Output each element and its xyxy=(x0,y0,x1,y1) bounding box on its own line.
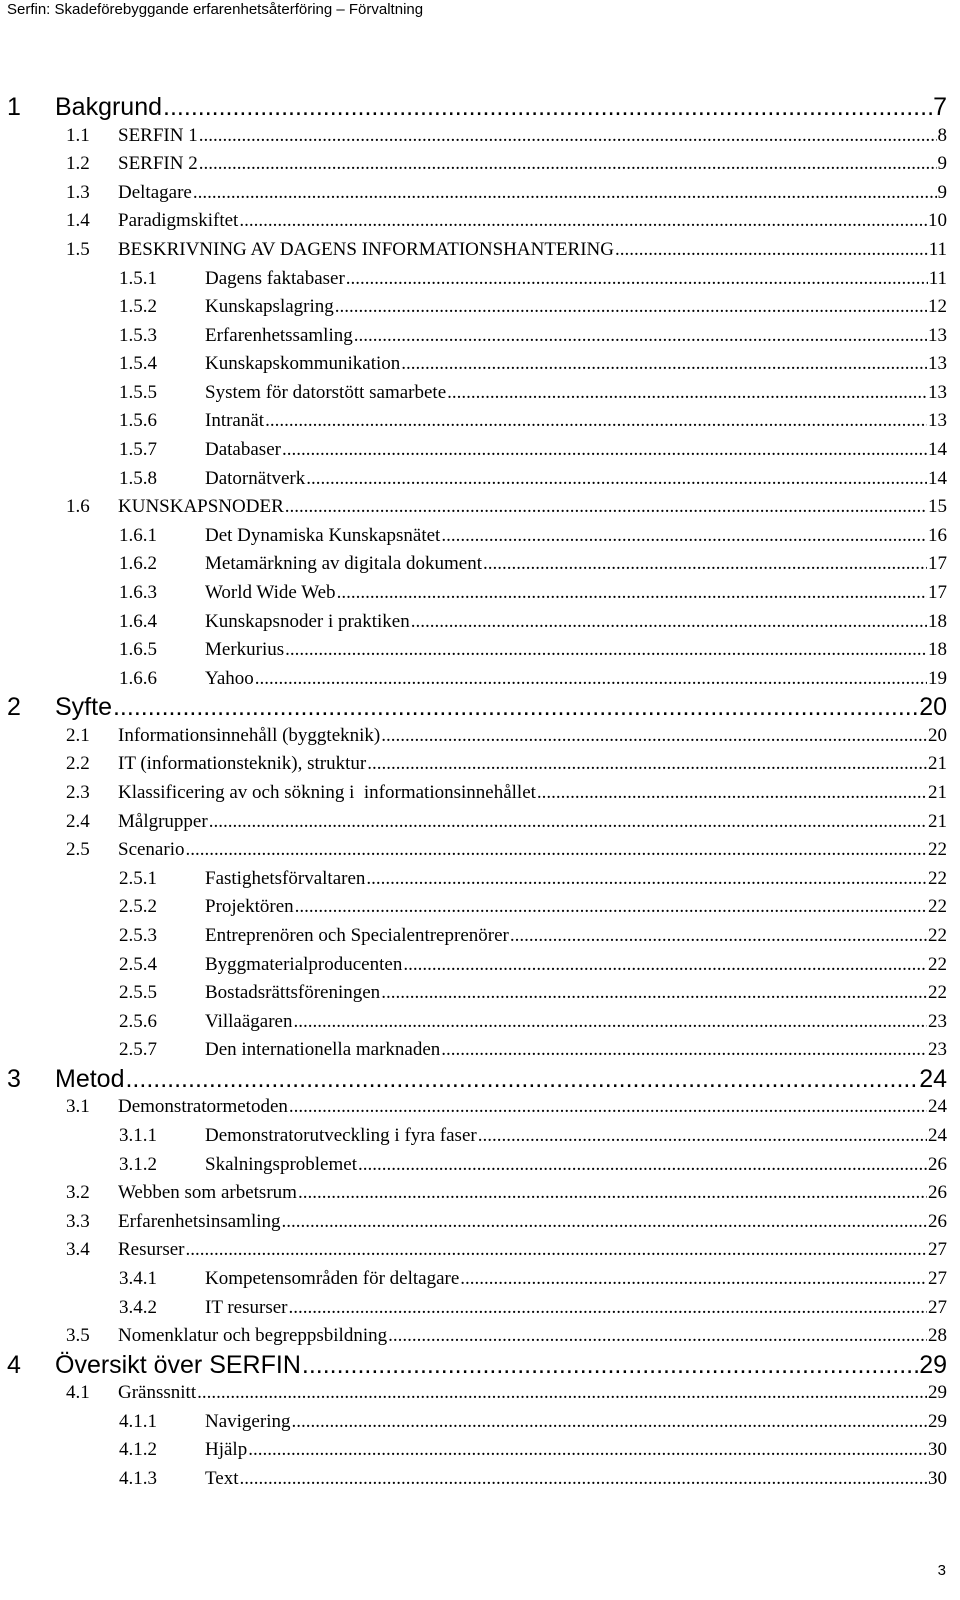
toc-leader-dots xyxy=(193,182,937,204)
toc-entry-label: IT resurser xyxy=(205,1296,288,1318)
toc-entry-page: 28 xyxy=(928,1325,947,1347)
toc-entry-label: Resurser xyxy=(118,1239,185,1261)
toc-leader-dots xyxy=(460,1268,927,1290)
toc-entry[interactable] xyxy=(119,896,947,920)
toc-entry-title xyxy=(119,1439,247,1461)
toc-entry[interactable] xyxy=(66,811,947,835)
toc-entry-page: 30 xyxy=(928,1439,947,1461)
toc-leader-dots xyxy=(335,296,927,318)
toc-entry-title xyxy=(119,1125,477,1147)
toc-leader-dots xyxy=(289,1096,927,1118)
toc-entry-page: 22 xyxy=(928,896,947,918)
toc-entry-page: 14 xyxy=(928,439,947,460)
toc-entry[interactable] xyxy=(66,496,947,520)
toc-entry-number: 2.5.4 xyxy=(119,953,157,975)
toc-entry[interactable] xyxy=(119,1154,947,1178)
toc-entry-label: Text xyxy=(205,1468,239,1489)
toc-leader-dots xyxy=(285,639,927,661)
toc-entry[interactable] xyxy=(66,239,947,263)
toc-leader-dots xyxy=(255,668,927,690)
toc-entry-title xyxy=(119,1297,287,1319)
toc-entry-label: Paradigmskiftet xyxy=(118,210,239,232)
toc-entry-page: 11 xyxy=(928,238,947,260)
toc-leader-dots xyxy=(197,1382,927,1404)
toc-entry[interactable] xyxy=(66,125,947,149)
toc-entry-number: 3.4.1 xyxy=(119,1267,157,1289)
toc-entry-title xyxy=(119,268,345,290)
toc-leader-dots xyxy=(441,1039,927,1061)
toc-entry-page: 26 xyxy=(928,1210,947,1232)
toc-entry-number: 2.5.5 xyxy=(119,982,157,1004)
toc-entry-page: 11 xyxy=(928,267,947,289)
toc-entry-page: 30 xyxy=(928,1468,947,1489)
toc-entry-title xyxy=(119,1411,290,1433)
toc-entry-page: 13 xyxy=(928,324,947,346)
toc-entry-title xyxy=(119,325,353,347)
toc-leader-dots xyxy=(113,693,918,722)
toc-entry-title xyxy=(119,896,294,918)
toc-entry[interactable] xyxy=(119,353,947,377)
toc-entry-title xyxy=(66,725,380,747)
toc-leader-dots xyxy=(302,1351,918,1380)
toc-leader-dots xyxy=(295,896,927,918)
toc-leader-dots xyxy=(199,153,937,175)
toc-leader-dots xyxy=(282,1211,927,1233)
toc-entry-number: 2.1 xyxy=(66,724,90,746)
toc-entry[interactable] xyxy=(66,1211,947,1235)
toc-entry-number: 1.5.4 xyxy=(119,353,157,375)
toc-entry[interactable] xyxy=(119,382,947,406)
toc-entry-label: Klassificering av och sökning i informationsinnehållet xyxy=(118,782,536,803)
toc-entry-number: 3.1.1 xyxy=(119,1125,157,1146)
toc-leader-dots xyxy=(293,1011,927,1033)
toc-entry[interactable] xyxy=(119,410,947,434)
toc-entry-page: 26 xyxy=(928,1182,947,1204)
toc-leader-dots xyxy=(163,93,932,122)
toc-entry-title xyxy=(119,668,254,690)
toc-entry-label: Översikt över SERFIN xyxy=(55,1350,301,1379)
toc-entry-page: 22 xyxy=(928,839,947,861)
toc-entry-number: 4.1 xyxy=(66,1382,90,1404)
toc-entry-label: Entreprenören och Specialentreprenörer xyxy=(205,924,509,946)
toc-leader-dots xyxy=(337,582,927,604)
toc-entry[interactable] xyxy=(66,1239,947,1263)
toc-leader-dots xyxy=(388,1325,927,1347)
toc-leader-dots xyxy=(125,1065,918,1094)
toc-entry-number: 2.2 xyxy=(66,753,90,775)
toc-entry-number: 2.5 xyxy=(66,839,90,861)
toc-entry-label: Yahoo xyxy=(205,667,254,689)
toc-entry-label: Merkurius xyxy=(205,639,285,661)
toc-entry-number: 3.2 xyxy=(66,1182,90,1204)
toc-entry-page: 27 xyxy=(928,1267,947,1289)
toc-entry-label: Kunskapskommunikation xyxy=(205,353,401,375)
toc-entry[interactable] xyxy=(119,1268,947,1292)
toc-entry-page: 23 xyxy=(928,1039,947,1061)
toc-entry[interactable] xyxy=(119,982,947,1006)
toc-entry-number: 2.5.3 xyxy=(119,924,157,946)
toc-leader-dots xyxy=(282,439,927,461)
toc-entry[interactable] xyxy=(7,693,947,723)
toc-entry-page: 22 xyxy=(928,867,947,889)
toc-entry-title xyxy=(66,1239,184,1261)
toc-entry[interactable] xyxy=(66,1182,947,1206)
toc-leader-dots xyxy=(240,1468,928,1490)
toc-entry-label: IT (informationsteknik), struktur xyxy=(118,753,367,775)
toc-entry-page: 22 xyxy=(928,953,947,975)
toc-entry-number: 1.2 xyxy=(66,153,90,175)
toc-entry-page: 9 xyxy=(937,181,947,203)
toc-entry[interactable] xyxy=(119,525,947,549)
toc-entry-number: 1.5.1 xyxy=(119,267,157,289)
toc-entry-page: 17 xyxy=(928,553,947,575)
toc-entry-page: 22 xyxy=(928,924,947,946)
toc-entry-page: 17 xyxy=(928,581,947,603)
toc-entry-number: 3.5 xyxy=(66,1325,90,1347)
toc-leader-dots xyxy=(209,811,927,833)
toc-entry[interactable] xyxy=(7,93,947,123)
toc-entry-number: 2.5.7 xyxy=(119,1039,157,1061)
toc-entry-number: 1.5.7 xyxy=(119,439,157,460)
toc-entry[interactable] xyxy=(7,1065,947,1095)
toc-leader-dots xyxy=(265,410,927,432)
toc-entry-title xyxy=(66,839,184,861)
toc-leader-dots xyxy=(285,496,927,518)
toc-leader-dots xyxy=(483,553,927,575)
toc-leader-dots xyxy=(615,239,928,261)
toc-entry[interactable] xyxy=(119,553,947,577)
toc-entry-label: Nomenklatur och begreppsbildning xyxy=(118,1325,388,1347)
page-number: 3 xyxy=(937,1562,946,1579)
toc-entry-title xyxy=(66,125,198,147)
toc-entry-label: Projektören xyxy=(205,896,294,918)
toc-entry-page: 29 xyxy=(919,1350,947,1379)
toc-entry[interactable] xyxy=(119,639,947,663)
toc-entry[interactable] xyxy=(119,611,947,635)
toc-leader-dots xyxy=(185,839,927,861)
toc-entry-title xyxy=(7,1351,301,1380)
toc-leader-dots xyxy=(248,1439,927,1461)
toc-entry-title xyxy=(66,496,284,518)
toc-entry-title xyxy=(7,1065,124,1094)
toc-entry-number: 2 xyxy=(7,693,21,722)
toc-entry-page: 13 xyxy=(928,381,947,403)
toc-entry[interactable] xyxy=(119,296,947,320)
toc-entry-page: 27 xyxy=(928,1296,947,1318)
toc-entry-number: 1.5.6 xyxy=(119,410,157,432)
toc-entry-number: 1.4 xyxy=(66,210,90,232)
toc-entry-number: 1.5 xyxy=(66,238,90,260)
toc-entry-page: 29 xyxy=(928,1382,947,1404)
toc-entry[interactable] xyxy=(119,439,947,463)
toc-entry-page: 7 xyxy=(933,93,947,121)
toc-entry-label: Datornätverk xyxy=(205,467,306,489)
toc-entry-title xyxy=(66,1211,281,1233)
toc-leader-dots xyxy=(403,954,927,976)
toc-entry-page: 27 xyxy=(928,1239,947,1261)
toc-leader-dots xyxy=(537,782,927,804)
toc-entry-number: 2.5.6 xyxy=(119,1010,157,1032)
toc-entry-page: 21 xyxy=(928,782,947,803)
toc-entry-label: SERFIN 1 xyxy=(118,124,198,146)
toc-entry-page: 24 xyxy=(928,1125,947,1146)
toc-entry[interactable] xyxy=(119,1297,947,1321)
toc-leader-dots xyxy=(298,1182,927,1204)
toc-entry-title xyxy=(7,693,112,722)
toc-entry-title xyxy=(119,954,402,976)
toc-entry-title xyxy=(119,553,482,575)
toc-entry-number: 1.6.3 xyxy=(119,581,157,603)
toc-leader-dots xyxy=(358,1154,927,1176)
toc-entry-label: Bakgrund xyxy=(55,93,163,121)
toc-entry[interactable] xyxy=(66,1382,947,1406)
toc-entry-number: 1 xyxy=(7,93,21,121)
toc-entry-number: 1.6.2 xyxy=(119,553,157,575)
toc-entry-title xyxy=(119,410,264,432)
toc-entry-page: 20 xyxy=(928,724,947,746)
toc-entry-label: Målgrupper xyxy=(118,810,208,832)
toc-entry-number: 1.5.5 xyxy=(119,381,157,403)
toc-entry[interactable] xyxy=(119,925,947,949)
toc-entry[interactable] xyxy=(7,1351,947,1381)
toc-leader-dots xyxy=(411,611,927,633)
toc-entry-number: 1.6.1 xyxy=(119,524,157,546)
toc-entry-number: 3.3 xyxy=(66,1210,90,1232)
toc-entry[interactable] xyxy=(119,1011,947,1035)
toc-leader-dots xyxy=(185,1239,927,1261)
toc-entry-page: 26 xyxy=(928,1153,947,1175)
toc-entry-label: Demonstratorutveckling i fyra faser xyxy=(205,1125,477,1146)
toc-entry-title xyxy=(66,182,192,204)
toc-entry-title xyxy=(119,1268,459,1290)
toc-entry-label: SERFIN 2 xyxy=(118,153,198,175)
toc-entry-number: 4.1.3 xyxy=(119,1468,157,1489)
toc-entry[interactable] xyxy=(119,1439,947,1463)
toc-entry-label: Kunskapslagring xyxy=(205,296,334,318)
toc-entry-page: 16 xyxy=(928,524,947,546)
toc-entry[interactable] xyxy=(66,725,947,749)
toc-entry-label: Webben som arbetsrum xyxy=(118,1182,297,1204)
toc-entry-page: 24 xyxy=(928,1096,947,1118)
toc-entry-title xyxy=(66,153,198,175)
toc-entry-title xyxy=(119,582,336,604)
toc-entry-number: 3.4 xyxy=(66,1239,90,1261)
toc-entry-page: 9 xyxy=(937,153,947,175)
toc-entry-title xyxy=(119,1154,357,1176)
toc-entry-page: 18 xyxy=(928,639,947,661)
toc-entry[interactable] xyxy=(66,1096,947,1120)
toc-entry-page: 29 xyxy=(928,1410,947,1432)
toc-entry-title xyxy=(119,382,446,404)
toc-entry-title xyxy=(66,753,366,775)
toc-leader-dots xyxy=(199,125,937,147)
toc-entry-title xyxy=(119,925,509,947)
toc-entry-page: 21 xyxy=(928,753,947,775)
toc-leader-dots xyxy=(401,353,927,375)
toc-entry[interactable] xyxy=(119,954,947,978)
toc-entry-number: 3.1 xyxy=(66,1096,90,1118)
toc-entry[interactable] xyxy=(66,1325,947,1349)
toc-entry-label: BESKRIVNING AV DAGENS INFORMATIONSHANTERING xyxy=(118,238,614,260)
toc-entry-label: Fastighetsförvaltaren xyxy=(205,867,366,889)
toc-entry-label: Metod xyxy=(55,1064,125,1093)
toc-entry-label: Dagens faktabaser xyxy=(205,267,345,289)
toc-entry-label: Villaägaren xyxy=(205,1010,293,1032)
toc-entry-title xyxy=(119,639,284,661)
toc-entry-number: 4.1.2 xyxy=(119,1439,157,1461)
toc-entry-label: Scenario xyxy=(118,839,185,861)
toc-entry-label: Kompetensområden för deltagare xyxy=(205,1267,460,1289)
toc-leader-dots xyxy=(381,982,927,1004)
toc-entry-title xyxy=(119,296,334,318)
toc-entry[interactable] xyxy=(119,1468,947,1492)
toc-entry-label: Bostadsrättsföreningen xyxy=(205,982,381,1004)
toc-leader-dots xyxy=(354,325,927,347)
toc-entry-label: Demonstratormetoden xyxy=(118,1096,288,1118)
toc-entry-label: Kunskapsnoder i praktiken xyxy=(205,610,410,632)
toc-entry-number: 1.3 xyxy=(66,181,90,203)
toc-entry-number: 3.1.2 xyxy=(119,1153,157,1175)
toc-entry-title xyxy=(119,982,380,1004)
toc-entry-label: Det Dynamiska Kunskapsnätet xyxy=(205,524,441,546)
toc-entry-label: Informationsinnehåll (byggteknik) xyxy=(118,724,381,746)
toc-entry-label: Metamärkning av digitala dokument xyxy=(205,553,483,575)
toc-entry[interactable] xyxy=(66,153,947,177)
toc-entry[interactable] xyxy=(119,268,947,292)
toc-entry-number: 1.6.4 xyxy=(119,610,157,632)
toc-entry-number: 4 xyxy=(7,1350,21,1379)
toc-entry[interactable] xyxy=(119,668,947,692)
toc-entry-number: 2.5.1 xyxy=(119,867,157,889)
toc-entry-title xyxy=(66,1096,288,1118)
toc-entry-number: 1.1 xyxy=(66,124,90,146)
toc-leader-dots xyxy=(288,1297,927,1319)
toc-entry-number: 2.5.2 xyxy=(119,896,157,918)
toc-entry[interactable] xyxy=(66,753,947,777)
toc-entry-title xyxy=(66,1382,196,1404)
toc-entry[interactable] xyxy=(119,582,947,606)
toc-entry[interactable] xyxy=(66,782,947,806)
toc-entry-page: 21 xyxy=(928,810,947,832)
toc-entry[interactable] xyxy=(66,839,947,863)
toc-entry-page: 12 xyxy=(928,296,947,318)
toc-entry-label: Hjälp xyxy=(205,1439,248,1461)
toc-entry-page: 18 xyxy=(928,610,947,632)
toc-entry-page: 14 xyxy=(928,467,947,489)
toc-leader-dots xyxy=(291,1411,927,1433)
toc-entry-page: 15 xyxy=(928,496,947,518)
toc-entry[interactable] xyxy=(119,468,947,492)
toc-entry-title xyxy=(119,468,305,490)
toc-leader-dots xyxy=(367,753,927,775)
toc-entry[interactable] xyxy=(119,325,947,349)
toc-entry-label: Byggmaterialproducenten xyxy=(205,953,403,975)
toc-leader-dots xyxy=(306,468,927,490)
toc-entry-page: 20 xyxy=(919,693,947,722)
toc-entry-label: System för datorstött samarbete xyxy=(205,381,447,403)
toc-entry-label: Deltagare xyxy=(118,181,192,203)
toc-entry-title xyxy=(66,782,536,804)
toc-entry-number: 1.6.5 xyxy=(119,639,157,661)
toc-entry-label: World Wide Web xyxy=(205,581,336,603)
toc-entry-page: 22 xyxy=(928,982,947,1004)
toc-entry[interactable] xyxy=(66,182,947,206)
toc-entry-label: KUNSKAPSNODER xyxy=(118,496,284,518)
toc-entry-title xyxy=(66,239,614,261)
toc-entry-page: 10 xyxy=(928,210,947,232)
toc-entry-label: Databaser xyxy=(205,439,281,460)
toc-entry[interactable] xyxy=(119,868,947,892)
toc-entry-number: 1.5.3 xyxy=(119,324,157,346)
toc-entry-title xyxy=(119,868,365,890)
toc-entry-label: Skalningsproblemet xyxy=(205,1153,357,1175)
toc-entry-title xyxy=(66,210,238,232)
toc-leader-dots xyxy=(447,382,927,404)
toc-entry-title xyxy=(7,93,162,122)
toc-leader-dots xyxy=(366,868,927,890)
toc-entry-label: Erfarenhetsinsamling xyxy=(118,1210,281,1232)
toc-entry[interactable] xyxy=(119,1125,947,1149)
toc-entry-label: Den internationella marknaden xyxy=(205,1039,441,1061)
toc-entry[interactable] xyxy=(119,1039,947,1063)
toc-entry-title xyxy=(119,439,281,461)
toc-entry-title xyxy=(66,1182,297,1204)
toc-entry-label: Syfte xyxy=(55,693,112,722)
toc-entry-page: 8 xyxy=(937,124,947,146)
toc-entry-page: 23 xyxy=(928,1010,947,1032)
toc-entry-number: 1.5.2 xyxy=(119,296,157,318)
toc-entry-label: Navigering xyxy=(205,1410,291,1432)
toc-entry-number: 1.5.8 xyxy=(119,467,157,489)
toc-leader-dots xyxy=(478,1125,927,1147)
toc-entry-title xyxy=(119,1039,440,1061)
toc-entry-title xyxy=(66,1325,387,1347)
toc-entry-number: 4.1.1 xyxy=(119,1410,157,1432)
toc-entry-label: Gränssnitt xyxy=(118,1382,197,1404)
toc-leader-dots xyxy=(239,210,927,232)
toc-entry-title xyxy=(119,1011,292,1033)
toc-entry-number: 1.6.6 xyxy=(119,667,157,689)
toc-leader-dots xyxy=(346,268,928,290)
running-header: Serfin: Skadeförebyggande erfarenhetsåterföring – Förvaltning xyxy=(7,1,424,18)
toc-entry-number: 2.4 xyxy=(66,810,90,832)
toc-entry-title xyxy=(119,525,440,547)
toc-entry-title xyxy=(119,353,400,375)
toc-entry-title xyxy=(66,811,208,833)
toc-leader-dots xyxy=(441,525,927,547)
toc-leader-dots xyxy=(510,925,927,947)
toc-leader-dots xyxy=(381,725,927,747)
toc-entry-number: 2.3 xyxy=(66,782,90,803)
toc-entry[interactable] xyxy=(66,210,947,234)
toc-entry-title xyxy=(119,611,410,633)
toc-entry-number: 1.6 xyxy=(66,496,90,518)
toc-entry-page: 24 xyxy=(919,1064,947,1093)
toc-entry-number: 3 xyxy=(7,1064,21,1093)
toc-entry-number: 3.4.2 xyxy=(119,1296,157,1318)
toc-entry[interactable] xyxy=(119,1411,947,1435)
toc-entry-page: 19 xyxy=(928,667,947,689)
toc-entry-title xyxy=(119,1468,239,1490)
toc-entry-label: Erfarenhetssamling xyxy=(205,324,353,346)
toc-entry-page: 13 xyxy=(928,353,947,375)
toc-entry-label: Intranät xyxy=(205,410,265,432)
toc-entry-page: 13 xyxy=(928,410,947,432)
